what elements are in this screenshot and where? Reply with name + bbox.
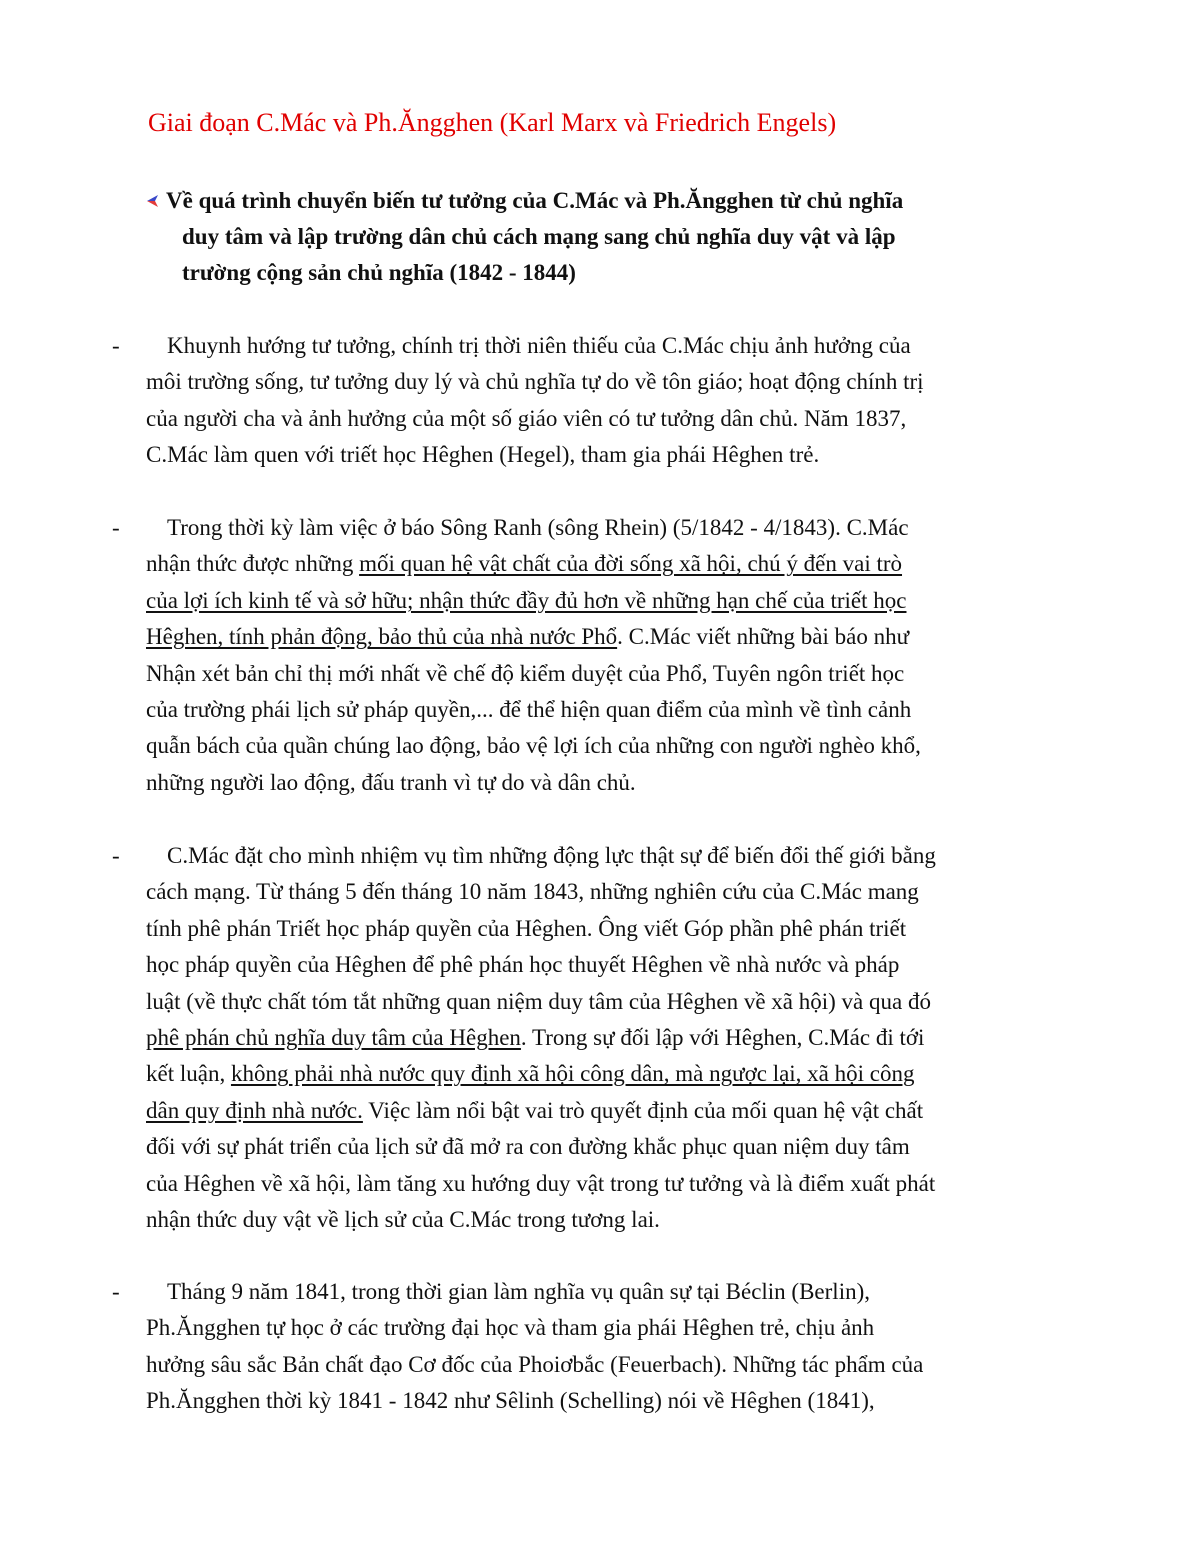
underlined-text: dân quy định nhà nước. — [146, 1097, 363, 1123]
text-line — [112, 619, 1102, 655]
underlined-text: không phải nhà nước quy định xã hội công dân, mà ngược lại, xã hội công — [230, 1061, 915, 1087]
text-line — [112, 984, 1102, 1020]
text-line — [112, 546, 1102, 582]
text-segment: hưởng sâu sắc Bản chất đạo Cơ đốc của Phoiơbắc (Feuerbach). Những tác phẩm của — [146, 1351, 924, 1377]
text-segment: Khuynh hướng tư tưởng, chính trị thời niên thiếu của C.Mác chịu ảnh hưởng của — [167, 333, 911, 358]
text-segment: luật (về thực chất tóm tắt những quan niệm duy tâm của Hêghen về xã hội) và qua đó — [146, 988, 931, 1014]
text-segment: học pháp quyền của Hêghen để phê phán học thuyết Hêghen về nhà nước và pháp — [146, 952, 900, 978]
text-line — [112, 328, 1102, 364]
section-heading — [146, 183, 1086, 291]
text-segment: C.Mác làm quen với triết học Hêghen (Hegel), tham gia phái Hêghen trẻ. — [146, 442, 820, 468]
text-segment: tính phê phán Triết học pháp quyền của Hêghen. Ông viết Góp phần phê phán triết — [146, 915, 907, 941]
underlined-text: mối quan hệ vật chất của đời sống xã hội, chú ý đến vai trò — [359, 551, 903, 577]
underlined-text: Hêghen, tính phản động, bảo thủ của nhà nước Phổ — [146, 624, 618, 650]
text-segment: những người lao động, đấu tranh vì tự do và dân chủ. — [146, 769, 636, 795]
underlined-text: của lợi ích kinh tế và sở hữu; nhận thức đầy đủ hơn về những hạn chế của triết học — [146, 587, 907, 613]
text-line — [112, 1274, 1102, 1310]
text-segment: môi trường sống, tư tưởng duy lý và chủ nghĩa tự do về tôn giáo; hoạt động chính trị — [146, 369, 924, 395]
text-line — [112, 838, 1102, 874]
heading-line-1: Về quá trình chuyển biến tư tưởng của C.Mác và Ph.Ăngghen từ chủ nghĩa — [166, 188, 904, 213]
text-line — [112, 583, 1102, 619]
text-line — [112, 947, 1102, 983]
text-line — [112, 765, 1102, 801]
text-line — [112, 437, 1102, 473]
text-line — [112, 874, 1102, 910]
text-line — [112, 656, 1102, 692]
text-segment: nhận thức duy vật về lịch sử của C.Mác trong tương lai. — [146, 1207, 660, 1233]
text-segment: . C.Mác viết những bài báo như — [617, 624, 910, 650]
text-line — [112, 1347, 1102, 1383]
text-line — [112, 401, 1102, 437]
text-segment: Nhận xét bản chỉ thị mới nhất về chế độ kiểm duyệt của Phổ, Tuyên ngôn triết học — [146, 660, 905, 686]
text-segment: . Trong sự đối lập với Hêghen, C.Mác đi tới — [520, 1025, 925, 1051]
text-segment: kết luận, — [146, 1061, 231, 1087]
text-line — [112, 1166, 1102, 1202]
text-segment: nhận thức được những — [146, 551, 360, 577]
paragraph-3 — [112, 838, 1102, 1238]
text-segment: Tháng 9 năm 1841, trong thời gian làm nghĩa vụ quân sự tại Béclin (Berlin), — [167, 1279, 870, 1304]
list-dash: - — [112, 333, 120, 358]
text-line — [112, 1383, 1102, 1419]
heading-line-2: duy tâm và lập trường dân chủ cách mạng sang chủ nghĩa duy vật và lập — [182, 224, 896, 249]
text-line — [112, 364, 1102, 400]
text-line — [112, 728, 1102, 764]
text-line — [112, 1020, 1102, 1056]
paragraph-1 — [112, 328, 1102, 474]
text-segment: của người cha và ảnh hưởng của một số giáo viên có tư tưởng dân chủ. Năm 1837, — [146, 405, 907, 431]
paragraph-2 — [112, 510, 1102, 801]
text-segment: đối với sự phát triển của lịch sử đã mở ra con đường khắc phục quan niệm duy tâm — [146, 1134, 910, 1160]
list-dash: - — [112, 843, 120, 868]
paragraph-4 — [112, 1274, 1102, 1420]
text-segment: C.Mác đặt cho mình nhiệm vụ tìm những động lực thật sự để biến đổi thế giới bằng — [167, 843, 936, 868]
document-title: Giai đoạn C.Mác và Ph.Ăngghen (Karl Marx và Friedrich Engels) — [148, 108, 837, 137]
text-line — [112, 1129, 1102, 1165]
text-segment: Ph.Ăngghen tự học ở các trường đại học và tham gia phái Hêghen trẻ, chịu ảnh — [146, 1315, 875, 1341]
text-line — [112, 1056, 1102, 1092]
text-segment: của Hêghen về xã hội, làm tăng xu hướng duy vật trong tư tưởng và là điểm xuất phát — [146, 1170, 936, 1196]
text-segment: cách mạng. Từ tháng 5 đến tháng 10 năm 1843, những nghiên cứu của C.Mác mang — [146, 879, 919, 905]
text-line — [112, 911, 1102, 947]
text-line — [112, 692, 1102, 728]
text-segment: Việc làm nổi bật vai trò quyết định của mối quan hệ vật chất — [362, 1097, 924, 1123]
text-segment: Ph.Ăngghen thời kỳ 1841 - 1842 như Sêlinh (Schelling) nói về Hêghen (1841), — [146, 1388, 875, 1414]
text-line — [112, 1093, 1102, 1129]
arrow-bullet-icon — [146, 193, 162, 209]
underlined-text: phê phán chủ nghĩa duy tâm của Hêghen — [146, 1025, 521, 1051]
list-dash: - — [112, 1279, 120, 1304]
list-dash: - — [112, 515, 120, 540]
text-segment: Trong thời kỳ làm việc ở báo Sông Ranh (sông Rhein) (5/1842 - 4/1843). C.Mác — [167, 515, 909, 540]
text-segment: của trường phái lịch sử pháp quyền,... để thể hiện quan điểm của mình về tình cảnh — [146, 697, 912, 723]
heading-line-3: trường cộng sản chủ nghĩa (1842 - 1844) — [182, 260, 576, 285]
text-segment: quẫn bách của quần chúng lao động, bảo vệ lợi ích của những con người nghèo khổ, — [146, 733, 921, 759]
text-line — [112, 1310, 1102, 1346]
text-line — [112, 510, 1102, 546]
text-line — [112, 1202, 1102, 1238]
